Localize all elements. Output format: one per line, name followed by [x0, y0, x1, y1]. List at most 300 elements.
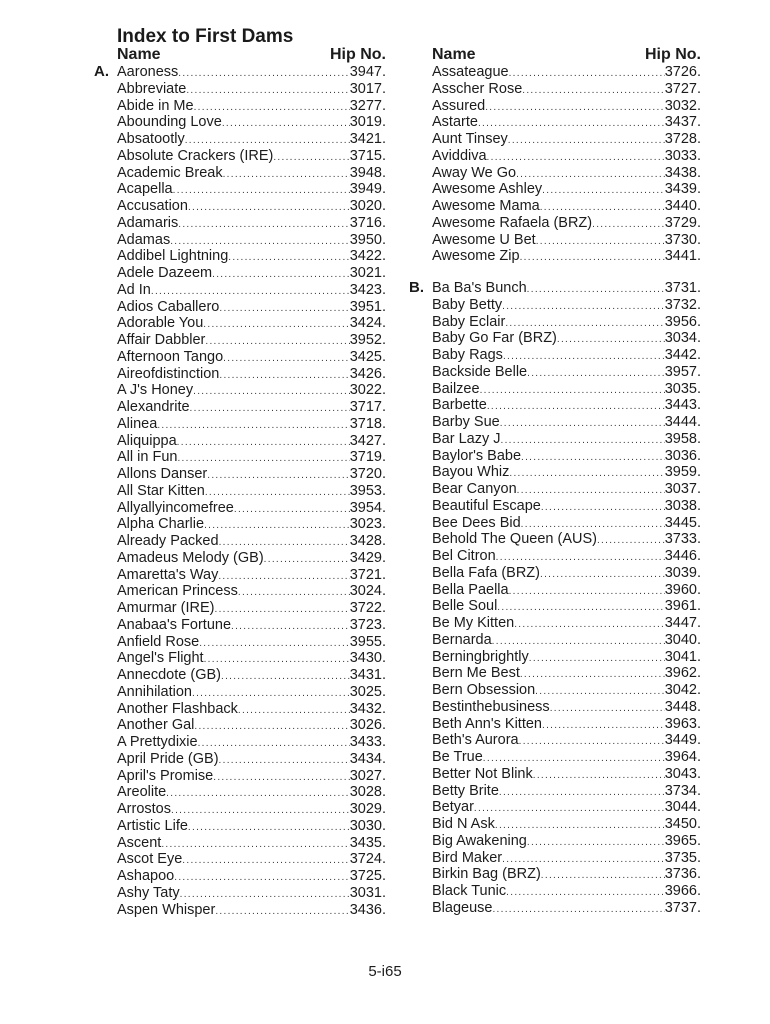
index-entry: [432, 347, 701, 364]
dam-name: Ba Ba's Bunch: [432, 280, 527, 296]
dam-name: Absolute Crackers (IRE): [117, 147, 274, 164]
dam-name: Awesome U Bet: [432, 231, 536, 248]
page-number: 5-i65: [368, 963, 402, 980]
dam-name: Ascent: [117, 834, 162, 851]
dam-name: Aliquippa: [117, 432, 177, 449]
index-entry: [117, 433, 386, 450]
index-entry: [432, 682, 701, 699]
dot-leader: [492, 902, 664, 919]
index-entry: [117, 500, 386, 517]
index-entry: [117, 315, 386, 332]
hip-number: 3017.: [349, 80, 386, 97]
index-entry: [432, 531, 701, 548]
hip-number: 3427.: [349, 432, 386, 449]
index-entry: [117, 583, 386, 600]
index-entry: [432, 148, 701, 165]
dam-name: Acapella: [117, 181, 173, 198]
index-entry: [432, 414, 701, 431]
index-entry: [432, 114, 701, 131]
hip-number: 3421.: [349, 131, 386, 147]
dam-name: Aireofdistinction: [117, 365, 220, 382]
index-entry: [432, 481, 701, 498]
left-column-header: [117, 45, 386, 64]
dam-name: Anfield Rose: [117, 633, 200, 650]
dam-name: Belle Soul: [432, 598, 498, 615]
dam-name: Ashy Taty: [117, 884, 180, 901]
dam-name: Better Not Blink: [432, 765, 533, 782]
hip-number: 3034.: [664, 330, 701, 347]
section-letter: A.: [94, 63, 109, 80]
hip-number: 3044.: [664, 799, 701, 816]
hip-number: 3425.: [349, 348, 386, 365]
index-entry: [117, 851, 386, 868]
hip-number: 3027.: [349, 767, 386, 784]
hip-number: 3725.: [349, 868, 386, 884]
dam-name: April's Promise: [117, 767, 214, 784]
index-entry: [117, 349, 386, 366]
page-title: Index to First Dams: [117, 26, 294, 47]
index-entry: [117, 366, 386, 383]
hip-number: 3716.: [349, 214, 386, 231]
dam-name: Astarte: [432, 114, 478, 131]
hip-number: 3955.: [349, 633, 386, 650]
dam-name: Beautiful Escape: [432, 497, 541, 514]
dam-name: Betty Brite: [432, 782, 499, 799]
dam-name: Accusation: [117, 198, 188, 214]
hip-number: 3441.: [664, 248, 701, 265]
hip-number: 3966.: [664, 883, 701, 899]
hip-number: 3032.: [664, 97, 701, 114]
dam-name: Aviddiva: [432, 147, 487, 164]
dam-name: Awesome Mama: [432, 198, 540, 214]
dam-name: Annecdote (GB): [117, 667, 221, 683]
index-entry: [117, 751, 386, 768]
hip-number: 3042.: [664, 682, 701, 698]
dam-name: Baby Eclair: [432, 313, 506, 330]
index-entry: [117, 449, 386, 466]
dam-name: Alinea: [117, 415, 158, 432]
hip-number: 3440.: [664, 198, 701, 214]
index-entry: [117, 684, 386, 701]
right-column-header: [432, 45, 701, 64]
hip-number: 3721.: [349, 566, 386, 583]
index-entry: [432, 314, 701, 331]
dam-name: Awesome Rafaela (BRZ): [432, 214, 593, 231]
hip-number: 3953.: [349, 482, 386, 499]
hip-number: 3443.: [664, 397, 701, 414]
index-entry: [117, 332, 386, 349]
hip-number: 3960.: [664, 581, 701, 598]
index-entry: [432, 716, 701, 733]
dam-name: Bear Canyon: [432, 481, 517, 497]
index-entry: [432, 248, 701, 265]
left-entry-list: [94, 63, 386, 918]
index-entry: [117, 634, 386, 651]
index-entry: [432, 615, 701, 632]
dam-name: All in Fun: [117, 449, 178, 466]
hip-number: 3035.: [664, 380, 701, 397]
hip-number: 3962.: [664, 665, 701, 682]
index-entry: [117, 868, 386, 885]
index-entry: [432, 297, 701, 314]
hip-number: 3717.: [349, 399, 386, 415]
dam-name: Annihilation: [117, 683, 192, 700]
hip-number: 3019.: [349, 114, 386, 131]
hip-column-header: Hip No.: [645, 46, 701, 63]
index-entry: [117, 215, 386, 232]
index-entry: [432, 215, 701, 232]
index-entry: [432, 833, 701, 850]
hip-number: 3277.: [349, 97, 386, 114]
hip-number: 3952.: [349, 332, 386, 348]
hip-number: 3718.: [349, 415, 386, 432]
hip-number: 3729.: [664, 214, 701, 231]
dam-name: Adamaris: [117, 214, 179, 231]
index-entry: [432, 766, 701, 783]
hip-number: 3037.: [664, 481, 701, 497]
hip-number: 3041.: [664, 648, 701, 665]
index-entry: [432, 181, 701, 198]
hip-number: 3043.: [664, 765, 701, 782]
index-entry: [432, 816, 701, 833]
hip-number: 3951.: [349, 298, 386, 315]
hip-number: 3431.: [349, 667, 386, 683]
hip-number: 3423.: [349, 281, 386, 298]
dam-name: Betyar: [432, 799, 474, 816]
right-entry-list-a: [432, 64, 701, 265]
index-entry: [432, 498, 701, 515]
index-entry: [432, 749, 701, 766]
dam-name: Backside Belle: [432, 363, 528, 380]
hip-number: 3948.: [349, 164, 386, 181]
index-entry: [117, 734, 386, 751]
index-entry: [432, 900, 701, 917]
index-entry: [117, 801, 386, 818]
hip-number: 3033.: [664, 147, 701, 164]
index-entry: [117, 717, 386, 734]
index-entry: [117, 550, 386, 567]
index-entry: [117, 399, 386, 416]
index-entry: [117, 382, 386, 399]
dam-name: Baby Go Far (BRZ): [432, 330, 557, 347]
hip-number: 3961.: [664, 598, 701, 615]
index-entry: [432, 649, 701, 666]
dam-name: Blageuse: [432, 899, 493, 916]
hip-number: 3029.: [349, 801, 386, 817]
index-entry: [117, 617, 386, 634]
hip-number: 3737.: [664, 899, 701, 916]
dam-name: Barbette: [432, 397, 487, 414]
hip-number: 3719.: [349, 449, 386, 466]
hip-number: 3724.: [349, 851, 386, 868]
index-entry: [432, 665, 701, 682]
index-entry: [432, 448, 701, 465]
dam-name: Abbreviate: [117, 80, 187, 97]
index-entry: [432, 850, 701, 867]
index-entry: [432, 364, 701, 381]
index-entry: [94, 63, 386, 81]
hip-number: 3722.: [349, 600, 386, 616]
dam-name: Barby Sue: [432, 414, 500, 430]
index-entry: [432, 799, 701, 816]
dam-name: Academic Break: [117, 164, 223, 181]
dam-name: Asscher Rose: [432, 80, 523, 97]
index-entry: [117, 600, 386, 617]
dam-name: Beth Ann's Kitten: [432, 715, 542, 732]
dam-name: April Pride (GB): [117, 750, 219, 767]
dam-name: Assateague: [432, 64, 509, 80]
dam-name: Allyallyincomefree: [117, 499, 234, 516]
dam-name: Absatootly: [117, 131, 185, 147]
dam-name: Bayou Whiz: [432, 464, 510, 481]
right-entry-list-b: [409, 279, 701, 917]
dam-name: Another Gal: [117, 717, 195, 734]
index-entry: [117, 902, 386, 919]
dam-name: Baby Betty: [432, 296, 503, 313]
hip-number: 3959.: [664, 464, 701, 481]
hip-number: 3448.: [664, 698, 701, 715]
dam-name: Berningbrightly: [432, 648, 529, 665]
dam-name: Away We Go: [432, 164, 517, 181]
hip-number: 3446.: [664, 548, 701, 564]
hip-number: 3956.: [664, 313, 701, 330]
hip-number: 3036.: [664, 447, 701, 464]
hip-number: 3031.: [349, 884, 386, 901]
dam-name: Adamas: [117, 231, 171, 248]
dot-leader: [520, 250, 665, 267]
dam-name: Bailzee: [432, 380, 480, 397]
dam-name: Afternoon Tango: [117, 348, 224, 365]
dam-name: Another Flashback: [117, 700, 238, 717]
hip-number: 3949.: [349, 181, 386, 198]
dam-name: Ad In: [117, 281, 151, 298]
dam-name: Bestinthebusiness: [432, 698, 550, 715]
dam-name: Affair Dabbler: [117, 332, 206, 348]
index-entry: [117, 148, 386, 165]
index-entry: [117, 416, 386, 433]
index-entry: [432, 464, 701, 481]
dam-name: Amaretta's Way: [117, 566, 219, 583]
right-column: [409, 45, 701, 917]
index-entry: [117, 818, 386, 835]
dam-name: Adios Caballero: [117, 298, 220, 315]
dam-name: Adorable You: [117, 315, 204, 332]
hip-number: 3424.: [349, 315, 386, 332]
hip-number: 3954.: [349, 499, 386, 516]
index-entry: [117, 483, 386, 500]
dam-name: Allons Danser: [117, 466, 208, 482]
hip-number: 3720.: [349, 466, 386, 482]
hip-number: 3947.: [349, 64, 386, 80]
hip-number: 3735.: [664, 849, 701, 866]
hip-number: 3449.: [664, 732, 701, 749]
dam-name: Adele Dazeem: [117, 265, 213, 281]
dam-name: Bee Dees Bid: [432, 514, 521, 531]
index-entry: [432, 232, 701, 249]
hip-number: 3733.: [664, 531, 701, 548]
dam-name: Birkin Bag (BRZ): [432, 866, 541, 883]
dam-name: Behold The Queen (AUS): [432, 531, 597, 548]
hip-number: 3040.: [664, 631, 701, 648]
dam-name: Bella Paella: [432, 581, 509, 598]
dot-leader: [215, 904, 349, 921]
hip-number: 3025.: [349, 683, 386, 700]
index-entry: [432, 565, 701, 582]
index-entry: [117, 533, 386, 550]
left-column: [94, 45, 386, 918]
dam-name: Assured: [432, 97, 486, 114]
hip-number: 3023.: [349, 516, 386, 533]
dam-name: Bird Maker: [432, 849, 503, 866]
hip-number: 3428.: [349, 533, 386, 549]
hip-number: 3026.: [349, 717, 386, 734]
hip-number: 3442.: [664, 347, 701, 363]
section-gap: [432, 265, 701, 280]
dam-name: Awesome Ashley: [432, 181, 543, 198]
index-entry: [432, 431, 701, 448]
dam-name: Angel's Flight: [117, 650, 204, 667]
dam-name: Black Tunic: [432, 883, 507, 899]
dam-name: Alexandrite: [117, 399, 190, 415]
hip-number: 3450.: [664, 816, 701, 832]
index-entry: [432, 732, 701, 749]
dam-name: Bella Fafa (BRZ): [432, 564, 540, 581]
hip-number: 3434.: [349, 750, 386, 767]
index-entry: [117, 98, 386, 115]
hip-number: 3958.: [664, 430, 701, 447]
dam-name: Ascot Eye: [117, 851, 183, 868]
hip-number: 3726.: [664, 64, 701, 80]
hip-number: 3422.: [349, 248, 386, 265]
index-entry: [409, 279, 701, 297]
index-entry: [432, 330, 701, 347]
index-entry: [432, 632, 701, 649]
dam-name: Bern Me Best: [432, 665, 520, 682]
hip-number: 3736.: [664, 866, 701, 883]
dam-name: A J's Honey: [117, 382, 194, 399]
index-entry: [117, 835, 386, 852]
hip-number: 3731.: [664, 280, 701, 296]
index-entry: [117, 885, 386, 902]
hip-number: 3437.: [664, 114, 701, 131]
index-entry: [117, 114, 386, 131]
index-entry: [432, 515, 701, 532]
hip-number: 3445.: [664, 514, 701, 531]
index-entry: [432, 98, 701, 115]
dam-name: All Star Kitten: [117, 482, 205, 499]
dam-name: Baby Rags: [432, 347, 503, 363]
dam-name: Bern Obsession: [432, 682, 536, 698]
dam-name: Areolite: [117, 784, 167, 801]
index-entry: [117, 232, 386, 249]
index-entry: [117, 299, 386, 316]
dam-name: Beth's Aurora: [432, 732, 519, 749]
dam-name: Artistic Life: [117, 817, 188, 834]
hip-number: 3950.: [349, 231, 386, 248]
index-entry: [432, 381, 701, 398]
hip-number: 3030.: [349, 817, 386, 834]
hip-number: 3020.: [349, 198, 386, 214]
dam-name: Aspen Whisper: [117, 901, 216, 918]
index-entry: [432, 548, 701, 565]
hip-number: 3728.: [664, 131, 701, 147]
dam-name: Bar Lazy J: [432, 430, 501, 447]
hip-number: 3435.: [349, 834, 386, 851]
index-entry: [117, 198, 386, 215]
index-entry: [432, 165, 701, 182]
index-entry: [432, 783, 701, 800]
index-entry: [117, 282, 386, 299]
dam-name: Anabaa's Fortune: [117, 616, 232, 633]
dam-name: Bid N Ask: [432, 816, 495, 832]
hip-number: 3022.: [349, 382, 386, 399]
hip-number: 3965.: [664, 832, 701, 849]
index-entry: [117, 650, 386, 667]
hip-number: 3433.: [349, 734, 386, 750]
hip-number: 3426.: [349, 365, 386, 382]
index-entry: [432, 883, 701, 900]
dam-name: Addibel Lightning: [117, 248, 229, 265]
dam-name: Be True: [432, 749, 483, 765]
dam-name: Baylor's Babe: [432, 447, 522, 464]
dam-name: Amadeus Melody (GB): [117, 549, 264, 566]
hip-number: 3432.: [349, 700, 386, 717]
index-entry: [117, 81, 386, 98]
hip-number: 3963.: [664, 715, 701, 732]
index-entry: [117, 768, 386, 785]
dam-name: Aunt Tinsey: [432, 131, 508, 147]
hip-number: 3957.: [664, 363, 701, 380]
hip-column-header: Hip No.: [330, 46, 386, 63]
hip-number: 3021.: [349, 265, 386, 281]
index-entry: [432, 397, 701, 414]
index-entry: [117, 466, 386, 483]
dam-name: Awesome Zip: [432, 248, 520, 265]
dam-name: Bel Citron: [432, 548, 496, 564]
hip-number: 3444.: [664, 414, 701, 430]
hip-number: 3723.: [349, 616, 386, 633]
hip-number: 3038.: [664, 497, 701, 514]
dam-name: Already Packed: [117, 533, 219, 549]
index-entry: [117, 181, 386, 198]
index-entry: [117, 265, 386, 282]
index-entry: [432, 582, 701, 599]
hip-number: 3028.: [349, 784, 386, 801]
hip-number: 3732.: [664, 296, 701, 313]
hip-number: 3447.: [664, 615, 701, 631]
dam-name: Be My Kitten: [432, 615, 515, 631]
dam-name: Abounding Love: [117, 114, 222, 131]
index-entry: [117, 701, 386, 718]
index-entry: [117, 131, 386, 148]
hip-number: 3429.: [349, 549, 386, 566]
name-column-header: Name: [432, 46, 476, 63]
dam-name: Aaroness: [117, 64, 179, 80]
index-entry: [432, 64, 701, 81]
dam-name: Amurmar (IRE): [117, 600, 215, 616]
hip-number: 3439.: [664, 181, 701, 198]
section-letter: B.: [409, 279, 424, 296]
index-entry: [432, 198, 701, 215]
index-entry: [432, 81, 701, 98]
index-entry: [432, 866, 701, 883]
index-entry: [117, 516, 386, 533]
hip-number: 3039.: [664, 564, 701, 581]
hip-number: 3430.: [349, 650, 386, 667]
dam-name: Bernarda: [432, 631, 492, 648]
index-entry: [117, 248, 386, 265]
hip-number: 3734.: [664, 782, 701, 799]
